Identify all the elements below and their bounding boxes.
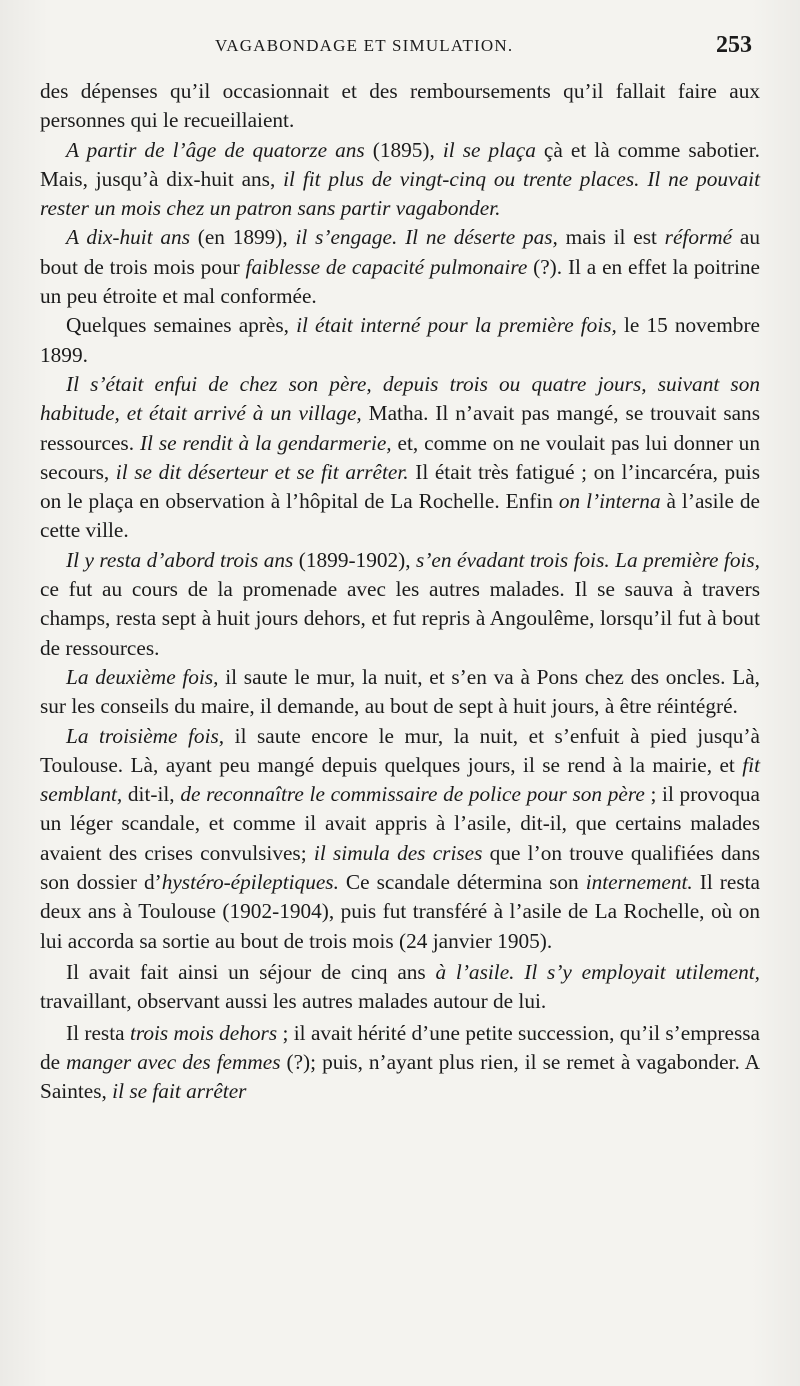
text-run: ; il avait hérité d’une petite succession, qu’il s’empressa de [40, 1020, 760, 1074]
text-run: ce fut au cours de la promenade avec les autres malades. Il se sauva à travers champs, resta sept à huit jours dehors, et fut repris à Angoulême, lorsqu’il fut à bout de ressources. [40, 577, 760, 660]
italic-run: il simula des crises [313, 840, 483, 865]
paragraph [40, 663, 760, 722]
text-run: à l’asile de cette ville. [40, 489, 761, 543]
paragraph [40, 722, 760, 956]
text-run: des dépenses qu’il occasionnait et des remboursements qu’il fallait faire aux personnes qui le recueillaient. [40, 79, 760, 133]
paragraph [40, 370, 760, 546]
italic-run: il se plaça [442, 137, 536, 162]
text-run: Matha. Il n’avait pas mangé, se trouvait sans ressources. [40, 401, 760, 455]
page-number: 253 [716, 32, 752, 58]
text-run: (1895), [364, 137, 443, 162]
text-run: dit-il, [122, 782, 181, 807]
text-run: ; il provoqua un léger scandale, et comme il avait appris à l’asile, dit-il, que certains malades avaient des crises convulsives; [40, 782, 760, 865]
italic-run: fit semblant, [40, 752, 760, 807]
text-run: (?); puis, n’ayant plus rien, il se remet à vagabonder. A Saintes, [40, 1049, 760, 1104]
italic-run: A partir de l’âge de quatorze ans [66, 137, 365, 162]
text-run: (?). Il a en effet la poitrine un peu étroite et mal conformée. [40, 254, 760, 309]
italic-run: La troisième fois, [66, 723, 225, 748]
text-run: il saute le mur, la nuit, et s’en va à Pons chez des oncles. Là, sur les conseils du maire, il demande, au bout de sept à huit jours, à être réintégré. [40, 664, 760, 719]
paragraph [40, 77, 760, 136]
italic-run: à l’asile. Il s’y employait utilement, [435, 959, 760, 984]
text-run: Il était très fatigué ; on l’incarcéra, puis on le plaça en observation à l’hôpital de La Rochelle. Enfin [40, 459, 760, 514]
text-run: Quelques semaines après, [66, 313, 297, 338]
italic-run: il était interné pour la première fois, [296, 313, 617, 338]
text-run: Il avait fait ainsi un séjour de cinq ans [66, 959, 436, 984]
text-run: au bout de trois mois pour [40, 225, 760, 279]
text-run: (en 1899), [189, 225, 296, 250]
body-text [40, 77, 760, 1106]
italic-run: il se dit déserteur et se fit arrêter. [115, 459, 409, 484]
italic-run: réformé [664, 225, 733, 250]
italic-run: La deuxième fois, [66, 664, 219, 689]
italic-run: Il se rendit à la gendarmerie, [139, 430, 392, 455]
italic-run: il fit plus de vingt-cinq ou trente places. Il ne pouvait rester un mois chez un patron sans partir vagabonder. [40, 166, 760, 221]
paragraph [40, 958, 760, 1017]
text-run: travaillant, observant aussi les autres malades autour de lui. [40, 989, 547, 1014]
paragraph [40, 311, 760, 370]
text-run: que l’on trouve qualifiées dans son dossier d’ [40, 840, 761, 895]
text-run: Il resta [66, 1020, 130, 1045]
text-run: mais il est [557, 225, 665, 250]
italic-run: s’en évadant trois fois. La première fois, [416, 547, 761, 572]
italic-run: internement. [585, 870, 693, 895]
running-title: VAGABONDAGE ET SIMULATION. [215, 36, 514, 55]
italic-run: de reconnaître le commissaire de police pour son père [180, 782, 645, 807]
italic-run: il se fait arrêter [112, 1079, 247, 1104]
italic-run: hystéro-épileptiques. [161, 870, 339, 895]
text-run: (1899-1902), [293, 547, 417, 572]
text-run: Il resta deux ans à Toulouse (1902-1904), puis fut transféré à l’asile de La Rochelle, où on lui accorda sa sortie au bout de trois mois (24 janvier 1905). [40, 870, 760, 953]
page-header [0, 32, 800, 64]
paragraph [40, 223, 760, 311]
italic-run: manger avec des femmes [66, 1049, 281, 1074]
italic-run: Il y resta d’abord trois ans [66, 547, 294, 572]
text-run: et, comme on ne voulait pas lui donner un secours, [40, 430, 760, 484]
paragraph [40, 136, 760, 224]
text-run: çà et là comme sabotier. Mais, jusqu’à dix-huit ans, [40, 137, 760, 191]
italic-run: il s’engage. Il ne déserte pas, [295, 225, 558, 250]
italic-run: A dix-huit ans [66, 225, 190, 250]
paragraph [40, 546, 760, 663]
italic-run: trois mois dehors [129, 1020, 278, 1045]
italic-run: faiblesse de capacité pulmonaire [245, 254, 528, 279]
text-run: le 15 novembre 1899. [40, 313, 760, 367]
italic-run: Il s’était enfui de chez son père, depuis trois ou quatre jours, suivant son habitude, et était arrivé à un village, [40, 371, 760, 426]
italic-run: on l’interna [558, 489, 661, 514]
paragraph [40, 1019, 760, 1107]
text-run: Ce scandale détermina son [338, 870, 586, 895]
text-run: il saute encore le mur, la nuit, et s’enfuit à pied jusqu’à Toulouse. Là, ayant peu mangé depuis quelques jours, il se rend à la mairie, et [40, 723, 760, 777]
